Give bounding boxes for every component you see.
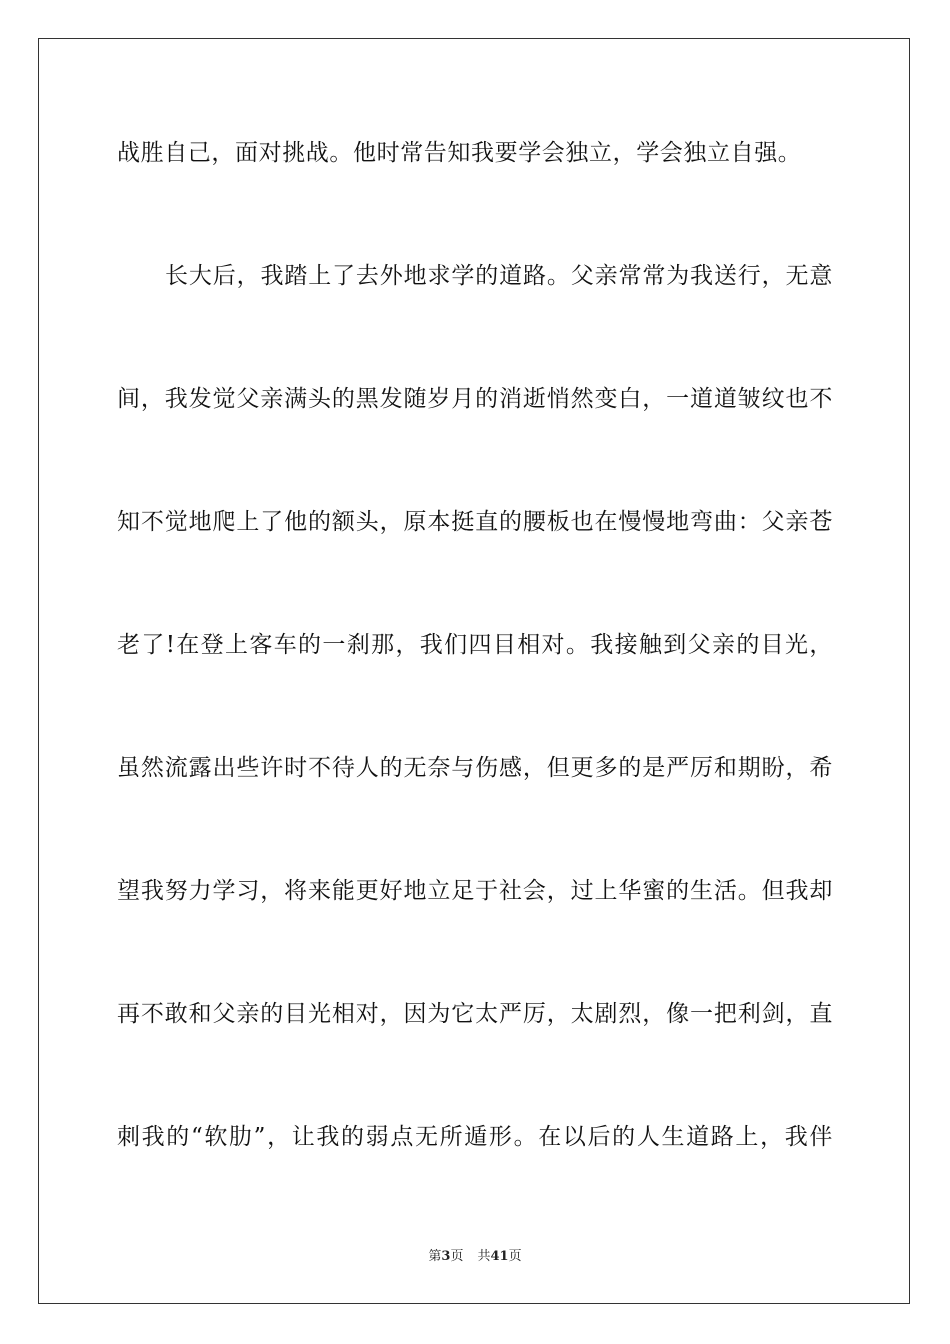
page-prefix: 第 [428,1249,442,1264]
paragraph-line-6: 虽然流露出些许时不待人的无奈与伤感，但更多的是严厉和期盼，希 [117,755,833,781]
paragraph-line-9: 刺我的“软肋”，让我的弱点无所遁形。在以后的人生道路上，我伴 [117,1124,833,1150]
total-suffix: 页 [508,1249,522,1264]
paragraph-line-8: 再不敢和父亲的目光相对，因为它太严厉，太剧烈，像一把利剑，直 [117,1001,833,1027]
paragraph-line-5: 老了!在登上客车的一刹那，我们四目相对。我接触到父亲的目光， [117,632,833,658]
paragraph-line-2: 长大后，我踏上了去外地求学的道路。父亲常常为我送行，无意 [165,263,833,289]
paragraph-line-1: 战胜自己，面对挑战。他时常告知我要学会独立，学会独立自强。 [117,140,802,166]
paragraph-line-4: 知不觉地爬上了他的额头，原本挺直的腰板也在慢慢地弯曲：父亲苍 [117,509,833,535]
page-footer [0,1248,950,1266]
paragraph-line-7: 望我努力学习，将来能更好地立足于社会，过上华蜜的生活。但我却 [117,878,833,904]
page-border [38,38,910,1304]
paragraph-line-3: 间，我发觉父亲满头的黑发随岁月的消逝悄然变白，一道道皱纹也不 [117,386,833,412]
total-prefix: 共 [477,1249,491,1264]
page-suffix: 页 [450,1249,464,1264]
page-number: 3 [441,1249,451,1264]
total-pages: 41 [490,1249,509,1264]
